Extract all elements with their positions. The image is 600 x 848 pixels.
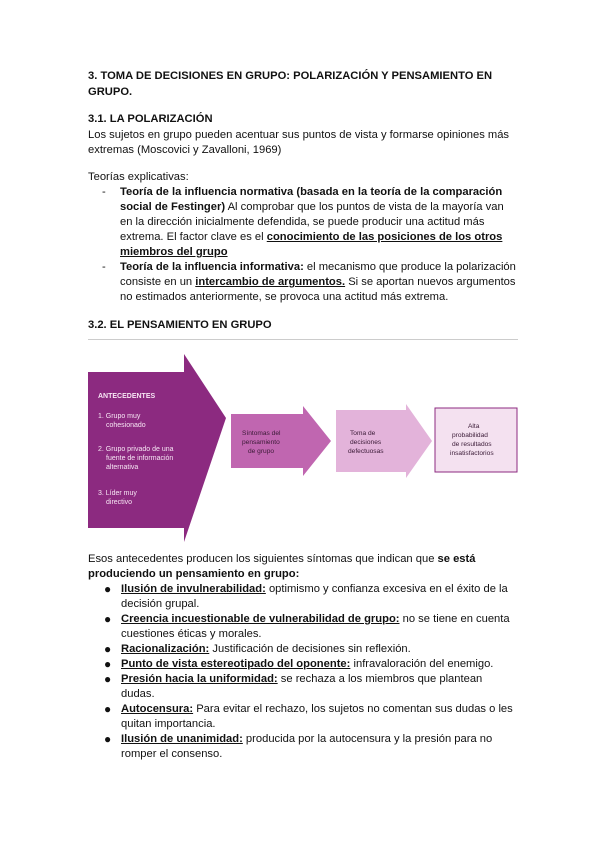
symptom-text: se rechaza a los miembros que plantean dudas. xyxy=(121,673,483,700)
antecedente-2-line2: fuente de información xyxy=(106,455,174,462)
toma-decisiones-line1: Toma de xyxy=(350,430,376,437)
symptom-item xyxy=(88,732,518,762)
bullet-icon: ● xyxy=(104,582,112,596)
sintomas-line3: de grupo xyxy=(248,448,275,455)
symptoms-intro-text: Esos antecedentes producen los siguientes síntomas que indican que xyxy=(88,553,438,565)
resultados-line4: insatisfactorios xyxy=(450,450,494,457)
section-divider xyxy=(88,339,518,340)
symptom-item xyxy=(88,672,518,702)
bullet-icon: ● xyxy=(104,612,112,626)
symptom-term: Creencia incuestionable de vulnerabilidad de grupo: xyxy=(121,613,400,625)
symptoms-intro-bold: se está produciendo un pensamiento en grupo: xyxy=(88,553,476,580)
bullet-icon: ● xyxy=(104,642,112,656)
resultados-line2: probabilidad xyxy=(452,432,488,439)
antecedente-2-line3: alternativa xyxy=(106,464,139,471)
theory-normative-text: Al comprobar que los puntos de vista de la mayoría van en la dirección inicialmente defendida, se puede producir una actitud más extrema. El factor clave es el xyxy=(120,201,504,243)
sintomas-line2: pensamiento xyxy=(242,439,280,446)
antecedente-3-line2: directivo xyxy=(106,499,133,506)
symptom-item xyxy=(88,702,518,732)
theory-normative-title: Teoría de la influencia normativa (basada en la teoría de la comparación social de Festinger) xyxy=(120,186,503,213)
resultados-line3: de resultados xyxy=(452,441,492,448)
theory-normative-key: conocimiento de las posiciones de los otros miembros del grupo xyxy=(120,231,503,258)
symptom-item xyxy=(88,582,518,612)
symptom-item xyxy=(88,657,518,672)
toma-decisiones-line3: defectuosas xyxy=(348,448,384,455)
symptom-item xyxy=(88,612,518,642)
resultados-line1: Alta xyxy=(468,423,480,430)
bullet-icon: ● xyxy=(104,702,112,716)
symptom-text: infravaloración del enemigo. xyxy=(350,658,494,670)
groupthink-diagram-svg xyxy=(88,342,518,552)
antecedente-2-line1: 2. Grupo privado de una xyxy=(98,446,174,453)
symptoms-list xyxy=(88,582,518,762)
antecedente-1-line1: 1. Grupo muy xyxy=(98,413,141,420)
symptom-term: Punto de vista estereotipado del oponente: xyxy=(121,658,351,670)
section-heading-polarizacion: 3.1. LA POLARIZACIÓN xyxy=(88,113,213,125)
dash-marker: - xyxy=(102,261,106,273)
antecedentes-title: ANTECEDENTES xyxy=(98,393,156,400)
symptoms-intro xyxy=(88,552,518,582)
resultados-box xyxy=(435,408,517,472)
page-title: 3. TOMA DE DECISIONES EN GRUPO: POLARIZACIÓN Y PENSAMIENTO EN GRUPO. xyxy=(88,70,493,98)
symptom-text: Justificación de decisiones sin reflexión. xyxy=(209,643,411,655)
symptom-term: Ilusión de invulnerabilidad: xyxy=(121,583,266,595)
groupthink-diagram xyxy=(88,342,518,552)
sintomas-line1: Síntomas del xyxy=(242,430,281,437)
theory-normative xyxy=(88,185,518,260)
theories-list xyxy=(88,185,518,305)
theory-informative-key: intercambio de argumentos. xyxy=(195,276,346,288)
bullet-icon: ● xyxy=(104,672,112,686)
bullet-icon: ● xyxy=(104,657,112,671)
theories-label: Teorías explicativas: xyxy=(88,171,189,183)
antecedente-1-line2: cohesionado xyxy=(106,422,146,429)
symptom-text: optimismo y confianza excesiva en el éxito de la decisión grupal. xyxy=(121,583,508,610)
symptom-term: Ilusión de unanimidad: xyxy=(121,733,243,745)
toma-decisiones-line2: decisiones xyxy=(350,439,382,446)
theory-informative-title: Teoría de la influencia informativa: xyxy=(120,261,304,273)
antecedente-3-line1: 3. Líder muy xyxy=(98,490,137,497)
polarizacion-intro: Los sujetos en grupo pueden acentuar sus puntos de vista y formarse opiniones más extremas (Moscovici y Zavalloni, 1969) xyxy=(88,129,510,156)
symptom-term: Racionalización: xyxy=(121,643,210,655)
theory-informative xyxy=(88,260,518,305)
document-page xyxy=(88,68,518,762)
bullet-icon: ● xyxy=(104,732,112,746)
theory-informative-text2: Si se aportan nuevos argumentos no estimados anteriormente, se provoca una actitud más extrema. xyxy=(120,276,516,303)
symptom-term: Presión hacia la uniformidad: xyxy=(121,673,278,685)
symptom-term: Autocensura: xyxy=(121,703,194,715)
dash-marker: - xyxy=(102,186,106,198)
section-heading-pensamiento: 3.2. EL PENSAMIENTO EN GRUPO xyxy=(88,319,272,331)
symptom-text: Para evitar el rechazo, los sujetos no comentan sus dudas o les quitan importancia. xyxy=(121,703,513,730)
symptom-item xyxy=(88,642,518,657)
theory-informative-text: el mecanismo que produce la polarización consiste en un xyxy=(120,261,516,288)
symptom-text: no se tiene en cuenta cuestiones éticas y morales. xyxy=(121,613,510,640)
symptom-text: producida por la autocensura y la presión para no romper el consenso. xyxy=(121,733,493,760)
